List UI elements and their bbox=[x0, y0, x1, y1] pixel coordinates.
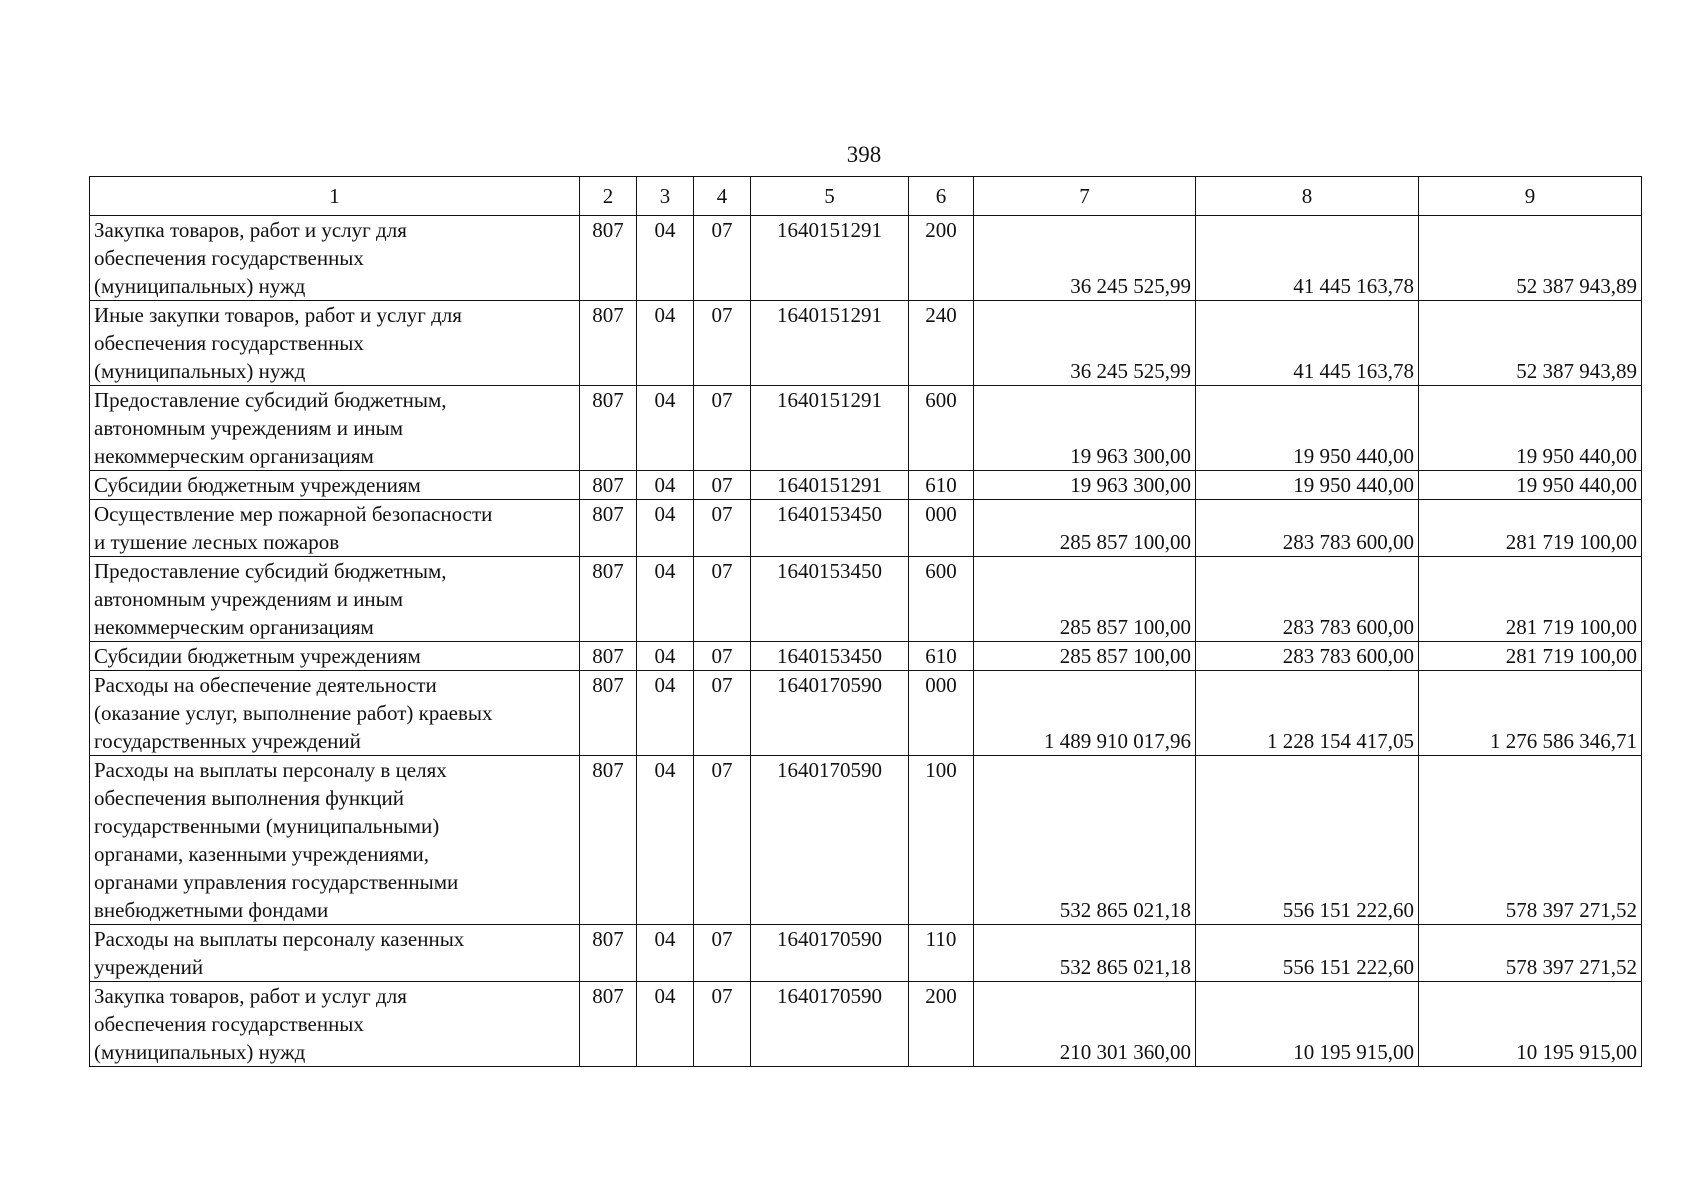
amount-cell: 556 151 222,60 bbox=[1196, 756, 1419, 925]
row-name-line: Закупка товаров, работ и услуг для bbox=[94, 218, 407, 242]
amount-cell: 281 719 100,00 bbox=[1419, 557, 1642, 642]
header-cell: 2 bbox=[580, 177, 637, 216]
row-name-line: Расходы на обеспечение деятельности bbox=[94, 673, 437, 697]
chapter-code-cell: 807 bbox=[580, 557, 637, 642]
section-code-cell: 04 bbox=[637, 471, 694, 500]
row-name-line: и тушение лесных пожаров bbox=[94, 530, 340, 554]
section-code-cell: 04 bbox=[637, 642, 694, 671]
table-row bbox=[90, 642, 1642, 671]
table-row bbox=[90, 471, 1642, 500]
row-name-line: внебюджетными фондами bbox=[94, 898, 329, 922]
row-name-line: государственными (муниципальными) bbox=[94, 814, 440, 838]
expense-type-code-cell: 110 bbox=[909, 925, 974, 982]
chapter-code-cell: 807 bbox=[580, 471, 637, 500]
amount-cell: 41 445 163,78 bbox=[1196, 216, 1419, 301]
row-name-cell bbox=[90, 756, 580, 925]
row-name-cell bbox=[90, 642, 580, 671]
chapter-code-cell: 807 bbox=[580, 386, 637, 471]
subsection-code-cell: 07 bbox=[694, 982, 751, 1067]
row-name-line: Предоставление субсидий бюджетным, bbox=[94, 559, 447, 583]
row-name-line: Иные закупки товаров, работ и услуг для bbox=[94, 303, 462, 327]
table-row bbox=[90, 301, 1642, 386]
chapter-code-cell: 807 bbox=[580, 642, 637, 671]
page-number: 398 bbox=[846, 142, 882, 167]
section-code-cell: 04 bbox=[637, 216, 694, 301]
target-article-code-cell: 1640151291 bbox=[751, 471, 909, 500]
chapter-code-cell: 807 bbox=[580, 216, 637, 301]
amount-cell: 36 245 525,99 bbox=[974, 216, 1196, 301]
amount-cell: 19 950 440,00 bbox=[1196, 386, 1419, 471]
row-name-line: Предоставление субсидий бюджетным, bbox=[94, 388, 447, 412]
section-code-cell: 04 bbox=[637, 925, 694, 982]
section-code-cell: 04 bbox=[637, 557, 694, 642]
row-name-cell bbox=[90, 557, 580, 642]
amount-cell: 532 865 021,18 bbox=[974, 756, 1196, 925]
amount-cell: 1 276 586 346,71 bbox=[1419, 671, 1642, 756]
table-row bbox=[90, 386, 1642, 471]
row-name-cell bbox=[90, 216, 580, 301]
amount-cell: 52 387 943,89 bbox=[1419, 216, 1642, 301]
section-code-cell: 04 bbox=[637, 386, 694, 471]
target-article-code-cell: 1640170590 bbox=[751, 982, 909, 1067]
row-name-line: обеспечения государственных bbox=[94, 246, 364, 270]
row-name-line: автономным учреждениям и иным bbox=[94, 587, 404, 611]
target-article-code-cell: 1640170590 bbox=[751, 756, 909, 925]
amount-cell: 19 963 300,00 bbox=[974, 471, 1196, 500]
table-row bbox=[90, 982, 1642, 1067]
header-cell: 6 bbox=[909, 177, 974, 216]
row-name-line: (муниципальных) нужд bbox=[94, 359, 306, 383]
budget-table bbox=[89, 176, 1642, 1067]
row-name-line: некоммерческим организациям bbox=[94, 444, 374, 468]
header-cell: 8 bbox=[1196, 177, 1419, 216]
subsection-code-cell: 07 bbox=[694, 557, 751, 642]
subsection-code-cell: 07 bbox=[694, 301, 751, 386]
row-name-line: Осуществление мер пожарной безопасности bbox=[94, 502, 493, 526]
header-cell: 7 bbox=[974, 177, 1196, 216]
amount-cell: 281 719 100,00 bbox=[1419, 642, 1642, 671]
row-name-line: обеспечения государственных bbox=[94, 331, 364, 355]
row-name-line: Расходы на выплаты персоналу казенных bbox=[94, 927, 465, 951]
subsection-code-cell: 07 bbox=[694, 471, 751, 500]
amount-cell: 10 195 915,00 bbox=[1196, 982, 1419, 1067]
row-name-line: (муниципальных) нужд bbox=[94, 274, 306, 298]
subsection-code-cell: 07 bbox=[694, 216, 751, 301]
row-name-cell bbox=[90, 386, 580, 471]
row-name-cell bbox=[90, 500, 580, 557]
header-cell: 9 bbox=[1419, 177, 1642, 216]
chapter-code-cell: 807 bbox=[580, 756, 637, 925]
row-name-line: обеспечения выполнения функций bbox=[94, 786, 405, 810]
subsection-code-cell: 07 bbox=[694, 925, 751, 982]
amount-cell: 19 950 440,00 bbox=[1419, 386, 1642, 471]
row-name-line: обеспечения государственных bbox=[94, 1012, 364, 1036]
section-code-cell: 04 bbox=[637, 982, 694, 1067]
amount-cell: 1 228 154 417,05 bbox=[1196, 671, 1419, 756]
expense-type-code-cell: 200 bbox=[909, 982, 974, 1067]
target-article-code-cell: 1640151291 bbox=[751, 386, 909, 471]
table-row bbox=[90, 557, 1642, 642]
expense-type-code-cell: 240 bbox=[909, 301, 974, 386]
section-code-cell: 04 bbox=[637, 756, 694, 925]
table-row bbox=[90, 671, 1642, 756]
header-cell: 1 bbox=[90, 177, 580, 216]
amount-cell: 19 950 440,00 bbox=[1196, 471, 1419, 500]
amount-cell: 285 857 100,00 bbox=[974, 642, 1196, 671]
amount-cell: 532 865 021,18 bbox=[974, 925, 1196, 982]
subsection-code-cell: 07 bbox=[694, 756, 751, 925]
chapter-code-cell: 807 bbox=[580, 982, 637, 1067]
row-name-line: учреждений bbox=[94, 955, 204, 979]
amount-cell: 556 151 222,60 bbox=[1196, 925, 1419, 982]
row-name-line: органами, казенными учреждениями, bbox=[94, 842, 430, 866]
amount-cell: 283 783 600,00 bbox=[1196, 557, 1419, 642]
subsection-code-cell: 07 bbox=[694, 386, 751, 471]
header-row bbox=[90, 177, 1642, 216]
table-row bbox=[90, 756, 1642, 925]
row-name-cell bbox=[90, 982, 580, 1067]
amount-cell: 36 245 525,99 bbox=[974, 301, 1196, 386]
target-article-code-cell: 1640170590 bbox=[751, 671, 909, 756]
amount-cell: 283 783 600,00 bbox=[1196, 642, 1419, 671]
chapter-code-cell: 807 bbox=[580, 925, 637, 982]
amount-cell: 285 857 100,00 bbox=[974, 557, 1196, 642]
row-name-line: автономным учреждениям и иным bbox=[94, 416, 404, 440]
header-cell: 4 bbox=[694, 177, 751, 216]
expense-type-code-cell: 610 bbox=[909, 642, 974, 671]
amount-cell: 283 783 600,00 bbox=[1196, 500, 1419, 557]
header-cell: 5 bbox=[751, 177, 909, 216]
target-article-code-cell: 1640151291 bbox=[751, 301, 909, 386]
table-body bbox=[90, 177, 1642, 1067]
subsection-code-cell: 07 bbox=[694, 500, 751, 557]
amount-cell: 19 950 440,00 bbox=[1419, 471, 1642, 500]
subsection-code-cell: 07 bbox=[694, 671, 751, 756]
expense-type-code-cell: 100 bbox=[909, 756, 974, 925]
amount-cell: 210 301 360,00 bbox=[974, 982, 1196, 1067]
row-name-cell bbox=[90, 671, 580, 756]
row-name-cell bbox=[90, 925, 580, 982]
amount-cell: 578 397 271,52 bbox=[1419, 756, 1642, 925]
amount-cell: 285 857 100,00 bbox=[974, 500, 1196, 557]
row-name-line: государственных учреждений bbox=[94, 729, 361, 753]
row-name-line: Субсидии бюджетным учреждениям bbox=[94, 644, 421, 668]
amount-cell: 578 397 271,52 bbox=[1419, 925, 1642, 982]
amount-cell: 1 489 910 017,96 bbox=[974, 671, 1196, 756]
row-name-line: (оказание услуг, выполнение работ) краевых bbox=[94, 701, 493, 725]
amount-cell: 41 445 163,78 bbox=[1196, 301, 1419, 386]
table-row bbox=[90, 925, 1642, 982]
table-row bbox=[90, 216, 1642, 301]
chapter-code-cell: 807 bbox=[580, 301, 637, 386]
row-name-line: Закупка товаров, работ и услуг для bbox=[94, 984, 407, 1008]
section-code-cell: 04 bbox=[637, 500, 694, 557]
amount-cell: 19 963 300,00 bbox=[974, 386, 1196, 471]
row-name-line: органами управления государственными bbox=[94, 870, 459, 894]
expense-type-code-cell: 600 bbox=[909, 386, 974, 471]
subsection-code-cell: 07 bbox=[694, 642, 751, 671]
amount-cell: 281 719 100,00 bbox=[1419, 500, 1642, 557]
row-name-cell bbox=[90, 471, 580, 500]
target-article-code-cell: 1640151291 bbox=[751, 216, 909, 301]
row-name-line: (муниципальных) нужд bbox=[94, 1040, 306, 1064]
expense-type-code-cell: 200 bbox=[909, 216, 974, 301]
expense-type-code-cell: 610 bbox=[909, 471, 974, 500]
header-cell: 3 bbox=[637, 177, 694, 216]
chapter-code-cell: 807 bbox=[580, 500, 637, 557]
amount-cell: 52 387 943,89 bbox=[1419, 301, 1642, 386]
expense-type-code-cell: 600 bbox=[909, 557, 974, 642]
row-name-line: Субсидии бюджетным учреждениям bbox=[94, 473, 421, 497]
target-article-code-cell: 1640153450 bbox=[751, 642, 909, 671]
expense-type-code-cell: 000 bbox=[909, 500, 974, 557]
table-row bbox=[90, 500, 1642, 557]
expense-type-code-cell: 000 bbox=[909, 671, 974, 756]
amount-cell: 10 195 915,00 bbox=[1419, 982, 1642, 1067]
target-article-code-cell: 1640153450 bbox=[751, 557, 909, 642]
section-code-cell: 04 bbox=[637, 301, 694, 386]
row-name-line: Расходы на выплаты персоналу в целях bbox=[94, 758, 447, 782]
target-article-code-cell: 1640153450 bbox=[751, 500, 909, 557]
section-code-cell: 04 bbox=[637, 671, 694, 756]
chapter-code-cell: 807 bbox=[580, 671, 637, 756]
target-article-code-cell: 1640170590 bbox=[751, 925, 909, 982]
row-name-cell bbox=[90, 301, 580, 386]
row-name-line: некоммерческим организациям bbox=[94, 615, 374, 639]
